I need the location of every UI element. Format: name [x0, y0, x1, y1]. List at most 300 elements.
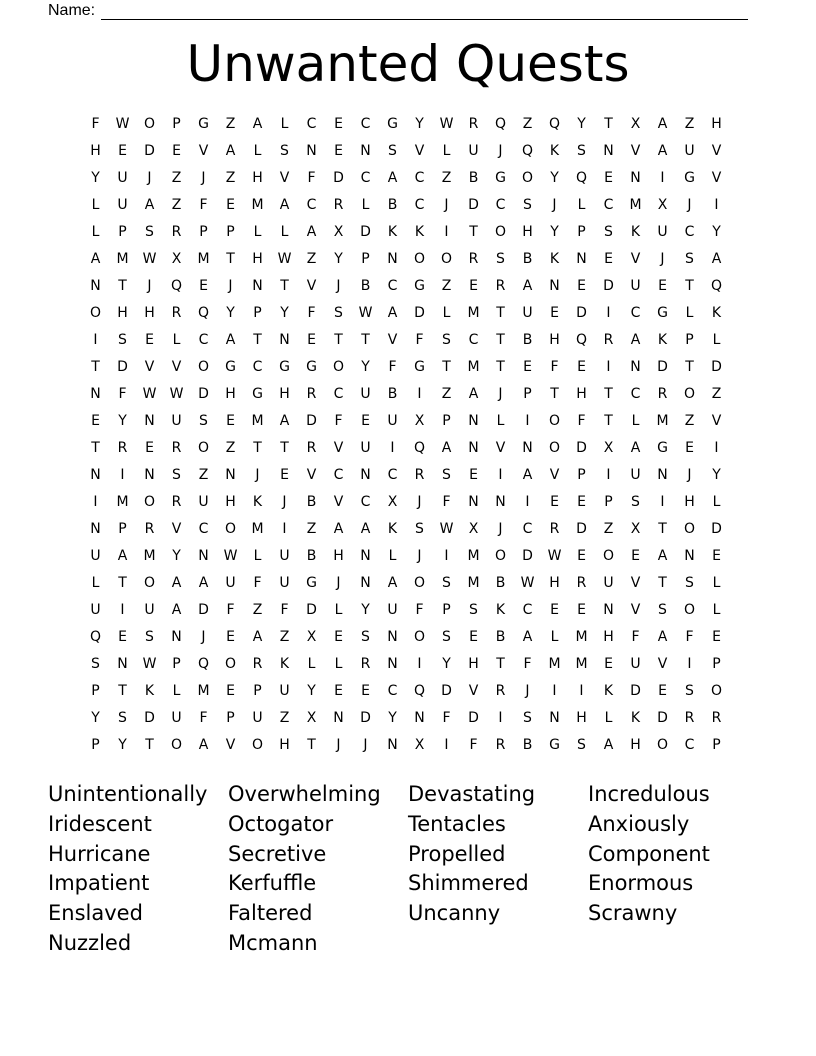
grid-letter[interactable]: R [144, 521, 155, 537]
grid-letter[interactable]: P [712, 656, 721, 672]
grid-letter[interactable]: L [280, 116, 289, 132]
grid-letter[interactable]: U [603, 575, 614, 591]
grid-letter[interactable]: O [143, 116, 156, 132]
grid-letter[interactable]: J [498, 521, 503, 537]
grid-letter[interactable]: M [467, 359, 480, 375]
grid-letter[interactable]: L [334, 656, 343, 672]
grid-letter[interactable]: E [550, 494, 559, 510]
grid-letter[interactable]: O [413, 251, 426, 267]
grid-letter[interactable]: T [118, 278, 127, 294]
grid-letter[interactable]: H [225, 494, 236, 510]
grid-letter[interactable]: R [468, 251, 479, 267]
grid-letter[interactable]: V [306, 278, 317, 294]
grid-letter[interactable]: F [631, 629, 640, 645]
grid-letter[interactable]: W [547, 548, 562, 564]
grid-letter[interactable]: F [226, 602, 235, 618]
grid-letter[interactable]: D [630, 683, 641, 699]
grid-letter[interactable]: R [495, 683, 506, 699]
grid-letter[interactable]: V [495, 440, 506, 456]
grid-letter[interactable]: N [144, 413, 155, 429]
grid-letter[interactable]: S [523, 197, 532, 213]
grid-letter[interactable]: C [306, 116, 317, 132]
grid-letter[interactable]: Z [279, 710, 290, 726]
grid-letter[interactable]: R [171, 305, 182, 321]
grid-letter[interactable]: L [361, 197, 370, 213]
grid-letter[interactable]: Z [441, 170, 452, 186]
grid-letter[interactable]: D [711, 359, 722, 375]
grid-letter[interactable]: I [498, 467, 503, 483]
grid-letter[interactable]: I [552, 683, 557, 699]
grid-letter[interactable]: V [387, 332, 398, 348]
grid-letter[interactable]: J [552, 197, 557, 213]
grid-letter[interactable]: Y [550, 224, 559, 240]
grid-letter[interactable]: O [197, 440, 210, 456]
grid-letter[interactable]: A [522, 278, 533, 294]
grid-letter[interactable]: A [522, 467, 533, 483]
grid-letter[interactable]: Z [225, 440, 236, 456]
grid-letter[interactable]: N [468, 440, 479, 456]
grid-letter[interactable]: H [684, 494, 695, 510]
grid-letter[interactable]: N [90, 278, 101, 294]
grid-letter[interactable]: W [439, 116, 454, 132]
grid-letter[interactable]: N [279, 332, 290, 348]
grid-letter[interactable]: A [90, 251, 101, 267]
grid-letter[interactable]: H [711, 116, 722, 132]
grid-letter[interactable]: Z [522, 116, 533, 132]
grid-letter[interactable]: P [577, 224, 586, 240]
grid-letter[interactable]: D [468, 197, 479, 213]
grid-letter[interactable]: J [255, 467, 260, 483]
grid-letter[interactable]: F [685, 629, 694, 645]
grid-letter[interactable]: V [630, 575, 641, 591]
grid-letter[interactable]: O [683, 386, 696, 402]
grid-letter[interactable]: J [444, 197, 449, 213]
grid-letter[interactable]: T [253, 332, 262, 348]
grid-letter[interactable]: R [711, 710, 722, 726]
grid-letter[interactable]: O [143, 575, 156, 591]
grid-letter[interactable]: O [224, 521, 237, 537]
grid-letter[interactable]: L [91, 197, 100, 213]
grid-letter[interactable]: D [522, 548, 533, 564]
grid-letter[interactable]: P [442, 602, 451, 618]
grid-letter[interactable]: N [144, 467, 155, 483]
grid-letter[interactable]: P [226, 710, 235, 726]
grid-letter[interactable]: U [225, 575, 236, 591]
grid-letter[interactable]: C [630, 386, 641, 402]
grid-letter[interactable]: E [118, 629, 127, 645]
grid-letter[interactable]: T [496, 305, 505, 321]
grid-letter[interactable]: I [714, 440, 719, 456]
grid-letter[interactable]: A [144, 197, 155, 213]
grid-letter[interactable]: O [494, 224, 507, 240]
grid-letter[interactable]: N [198, 548, 209, 564]
grid-letter[interactable]: S [685, 251, 694, 267]
grid-letter[interactable]: D [576, 305, 587, 321]
grid-letter[interactable]: B [306, 494, 317, 510]
grid-letter[interactable]: I [579, 683, 584, 699]
grid-letter[interactable]: D [198, 386, 209, 402]
grid-letter[interactable]: R [360, 656, 371, 672]
grid-letter[interactable]: U [117, 197, 128, 213]
grid-letter[interactable]: I [444, 224, 449, 240]
grid-letter[interactable]: Y [118, 737, 127, 753]
grid-letter[interactable]: I [417, 656, 422, 672]
grid-letter[interactable]: J [336, 737, 341, 753]
grid-letter[interactable]: L [388, 548, 397, 564]
grid-letter[interactable]: E [334, 143, 343, 159]
grid-letter[interactable]: M [467, 548, 480, 564]
grid-letter[interactable]: F [577, 413, 586, 429]
grid-letter[interactable]: N [468, 413, 479, 429]
grid-letter[interactable]: T [280, 440, 289, 456]
grid-letter[interactable]: P [685, 332, 694, 348]
grid-letter[interactable]: A [441, 440, 452, 456]
grid-letter[interactable]: K [279, 656, 290, 672]
grid-letter[interactable]: E [658, 278, 667, 294]
grid-letter[interactable]: M [575, 629, 588, 645]
grid-letter[interactable]: O [251, 737, 264, 753]
grid-letter[interactable]: U [657, 224, 668, 240]
grid-letter[interactable]: H [630, 737, 641, 753]
grid-letter[interactable]: F [469, 737, 478, 753]
grid-letter[interactable]: L [685, 305, 694, 321]
grid-letter[interactable]: R [306, 386, 317, 402]
grid-letter[interactable]: N [495, 494, 506, 510]
grid-letter[interactable]: E [469, 278, 478, 294]
grid-letter[interactable]: S [442, 575, 451, 591]
grid-letter[interactable]: B [360, 278, 371, 294]
grid-letter[interactable]: I [498, 710, 503, 726]
grid-letter[interactable]: T [334, 332, 343, 348]
grid-letter[interactable]: S [442, 629, 451, 645]
grid-letter[interactable]: T [685, 359, 694, 375]
grid-letter[interactable]: M [575, 656, 588, 672]
grid-letter[interactable]: H [252, 170, 263, 186]
grid-letter[interactable]: A [198, 575, 209, 591]
grid-letter[interactable]: A [225, 332, 236, 348]
grid-letter[interactable]: U [198, 494, 209, 510]
grid-letter[interactable]: A [657, 143, 668, 159]
grid-letter[interactable]: Q [413, 683, 426, 699]
grid-letter[interactable]: M [116, 251, 129, 267]
grid-letter[interactable]: E [226, 413, 235, 429]
grid-letter[interactable]: V [144, 359, 155, 375]
grid-letter[interactable]: R [495, 278, 506, 294]
grid-letter[interactable]: J [282, 494, 287, 510]
grid-letter[interactable]: T [496, 359, 505, 375]
grid-letter[interactable]: G [495, 170, 506, 186]
grid-letter[interactable]: W [277, 251, 292, 267]
grid-letter[interactable]: R [117, 440, 128, 456]
grid-letter[interactable]: E [604, 251, 613, 267]
grid-letter[interactable]: L [280, 224, 289, 240]
grid-letter[interactable]: I [120, 467, 125, 483]
grid-letter[interactable]: H [144, 305, 155, 321]
grid-letter[interactable]: Z [684, 116, 695, 132]
grid-letter[interactable]: A [198, 737, 209, 753]
grid-letter[interactable]: J [228, 278, 233, 294]
grid-letter[interactable]: W [169, 386, 184, 402]
grid-letter[interactable]: K [495, 602, 506, 618]
grid-letter[interactable]: F [415, 602, 424, 618]
grid-letter[interactable]: T [604, 386, 613, 402]
grid-letter[interactable]: H [333, 548, 344, 564]
grid-letter[interactable]: T [550, 386, 559, 402]
grid-letter[interactable]: H [279, 737, 290, 753]
grid-letter[interactable]: G [198, 116, 209, 132]
grid-letter[interactable]: Z [279, 629, 290, 645]
grid-letter[interactable]: Y [442, 656, 451, 672]
grid-letter[interactable]: N [306, 143, 317, 159]
grid-letter[interactable]: X [306, 629, 317, 645]
grid-letter[interactable]: R [576, 575, 587, 591]
grid-letter[interactable]: N [90, 467, 101, 483]
grid-letter[interactable]: T [442, 359, 451, 375]
grid-letter[interactable]: M [251, 197, 264, 213]
grid-letter[interactable]: P [361, 251, 370, 267]
grid-letter[interactable]: Y [712, 224, 721, 240]
grid-letter[interactable]: C [522, 521, 533, 537]
grid-letter[interactable]: I [444, 737, 449, 753]
grid-letter[interactable]: A [252, 116, 263, 132]
grid-letter[interactable]: P [577, 467, 586, 483]
grid-letter[interactable]: G [549, 737, 560, 753]
grid-letter[interactable]: W [358, 305, 373, 321]
grid-letter[interactable]: U [117, 170, 128, 186]
grid-letter[interactable]: U [171, 413, 182, 429]
grid-letter[interactable]: D [468, 710, 479, 726]
grid-letter[interactable]: H [252, 251, 263, 267]
grid-letter[interactable]: F [442, 494, 451, 510]
grid-letter[interactable]: N [414, 710, 425, 726]
grid-letter[interactable]: I [525, 413, 530, 429]
grid-letter[interactable]: O [440, 251, 453, 267]
grid-letter[interactable]: E [469, 629, 478, 645]
grid-letter[interactable]: P [442, 413, 451, 429]
grid-letter[interactable]: B [522, 332, 533, 348]
grid-letter[interactable]: Q [413, 440, 426, 456]
grid-letter[interactable]: A [333, 521, 344, 537]
grid-letter[interactable]: Z [441, 278, 452, 294]
grid-letter[interactable]: Z [198, 467, 209, 483]
grid-letter[interactable]: P [118, 521, 127, 537]
grid-letter[interactable]: Q [197, 305, 210, 321]
grid-letter[interactable]: A [306, 224, 317, 240]
grid-letter[interactable]: Y [91, 170, 100, 186]
grid-letter[interactable]: X [630, 116, 641, 132]
grid-letter[interactable]: I [660, 494, 665, 510]
grid-letter[interactable]: A [657, 629, 668, 645]
grid-letter[interactable]: G [657, 440, 668, 456]
grid-letter[interactable]: L [442, 305, 451, 321]
grid-letter[interactable]: O [170, 737, 183, 753]
grid-letter[interactable]: A [522, 629, 533, 645]
grid-letter[interactable]: J [498, 143, 503, 159]
grid-letter[interactable]: I [444, 548, 449, 564]
grid-letter[interactable]: M [197, 683, 210, 699]
grid-letter[interactable]: J [687, 197, 692, 213]
grid-letter[interactable]: F [442, 710, 451, 726]
grid-letter[interactable]: Y [361, 602, 370, 618]
grid-letter[interactable]: T [658, 575, 667, 591]
grid-letter[interactable]: S [388, 143, 397, 159]
grid-letter[interactable]: Y [712, 467, 721, 483]
grid-letter[interactable]: H [576, 386, 587, 402]
grid-letter[interactable]: D [117, 359, 128, 375]
grid-letter[interactable]: W [520, 575, 535, 591]
grid-letter[interactable]: I [714, 197, 719, 213]
grid-letter[interactable]: R [549, 521, 560, 537]
grid-letter[interactable]: C [360, 170, 371, 186]
grid-letter[interactable]: A [225, 143, 236, 159]
grid-letter[interactable]: Z [441, 386, 452, 402]
grid-letter[interactable]: D [333, 170, 344, 186]
grid-letter[interactable]: K [603, 683, 614, 699]
grid-letter[interactable]: X [657, 197, 668, 213]
grid-letter[interactable]: L [712, 494, 721, 510]
grid-letter[interactable]: M [116, 494, 129, 510]
grid-letter[interactable]: R [684, 710, 695, 726]
grid-letter[interactable]: U [387, 602, 398, 618]
grid-letter[interactable]: H [117, 305, 128, 321]
grid-letter[interactable]: N [387, 737, 398, 753]
grid-letter[interactable]: Y [334, 251, 343, 267]
grid-letter[interactable]: M [656, 413, 669, 429]
grid-letter[interactable]: E [577, 602, 586, 618]
grid-letter[interactable]: V [549, 467, 560, 483]
grid-letter[interactable]: I [417, 386, 422, 402]
grid-letter[interactable]: I [282, 521, 287, 537]
grid-letter[interactable]: N [603, 602, 614, 618]
grid-letter[interactable]: C [360, 116, 371, 132]
grid-letter[interactable]: E [577, 359, 586, 375]
grid-letter[interactable]: L [631, 413, 640, 429]
grid-letter[interactable]: E [550, 305, 559, 321]
grid-letter[interactable]: A [603, 737, 614, 753]
grid-letter[interactable]: B [522, 251, 533, 267]
grid-letter[interactable]: F [91, 116, 100, 132]
grid-letter[interactable]: A [360, 521, 371, 537]
grid-letter[interactable]: O [710, 683, 723, 699]
grid-letter[interactable]: T [91, 440, 100, 456]
grid-letter[interactable]: Q [494, 116, 507, 132]
grid-letter[interactable]: Y [280, 305, 289, 321]
grid-letter[interactable]: A [657, 548, 668, 564]
grid-letter[interactable]: W [115, 116, 130, 132]
grid-letter[interactable]: Q [197, 656, 210, 672]
grid-letter[interactable]: L [712, 575, 721, 591]
grid-letter[interactable]: Y [388, 710, 397, 726]
grid-letter[interactable]: N [171, 629, 182, 645]
grid-letter[interactable]: L [712, 602, 721, 618]
grid-letter[interactable]: R [468, 116, 479, 132]
grid-letter[interactable]: P [253, 683, 262, 699]
grid-letter[interactable]: X [387, 494, 398, 510]
grid-letter[interactable]: N [549, 278, 560, 294]
grid-letter[interactable]: O [548, 413, 561, 429]
grid-letter[interactable]: T [307, 737, 316, 753]
grid-letter[interactable]: F [307, 170, 316, 186]
grid-letter[interactable]: U [630, 278, 641, 294]
grid-letter[interactable]: V [630, 251, 641, 267]
grid-letter[interactable]: E [307, 332, 316, 348]
grid-letter[interactable]: L [91, 575, 100, 591]
grid-letter[interactable]: N [576, 251, 587, 267]
grid-letter[interactable]: N [360, 575, 371, 591]
grid-letter[interactable]: X [414, 413, 425, 429]
grid-letter[interactable]: S [172, 467, 181, 483]
grid-letter[interactable]: U [90, 602, 101, 618]
grid-letter[interactable]: X [306, 710, 317, 726]
grid-letter[interactable]: U [171, 710, 182, 726]
grid-letter[interactable]: V [279, 170, 290, 186]
grid-letter[interactable]: M [251, 521, 264, 537]
grid-letter[interactable]: D [414, 305, 425, 321]
grid-letter[interactable]: M [197, 251, 210, 267]
grid-letter[interactable]: O [683, 602, 696, 618]
grid-letter[interactable]: A [117, 548, 128, 564]
grid-letter[interactable]: I [525, 494, 530, 510]
grid-letter[interactable]: U [387, 413, 398, 429]
grid-letter[interactable]: A [171, 602, 182, 618]
grid-letter[interactable]: T [496, 656, 505, 672]
grid-letter[interactable]: T [361, 332, 370, 348]
grid-letter[interactable]: C [603, 197, 614, 213]
grid-letter[interactable]: L [334, 602, 343, 618]
grid-letter[interactable]: E [226, 629, 235, 645]
grid-letter[interactable]: E [334, 683, 343, 699]
grid-letter[interactable]: E [577, 278, 586, 294]
grid-letter[interactable]: E [577, 494, 586, 510]
grid-letter[interactable]: A [171, 575, 182, 591]
grid-letter[interactable]: S [118, 332, 127, 348]
grid-letter[interactable]: R [171, 440, 182, 456]
grid-letter[interactable]: N [522, 440, 533, 456]
grid-letter[interactable]: K [414, 224, 425, 240]
grid-letter[interactable]: T [145, 737, 154, 753]
grid-letter[interactable]: T [658, 521, 667, 537]
grid-letter[interactable]: W [439, 521, 454, 537]
grid-letter[interactable]: D [144, 710, 155, 726]
grid-letter[interactable]: E [550, 602, 559, 618]
grid-letter[interactable]: N [225, 467, 236, 483]
grid-letter[interactable]: C [198, 521, 209, 537]
grid-letter[interactable]: S [415, 521, 424, 537]
grid-letter[interactable]: F [334, 413, 343, 429]
grid-letter[interactable]: O [602, 548, 615, 564]
grid-letter[interactable]: J [336, 575, 341, 591]
grid-letter[interactable]: G [684, 170, 695, 186]
grid-letter[interactable]: S [604, 224, 613, 240]
grid-letter[interactable]: E [577, 548, 586, 564]
grid-letter[interactable]: O [332, 359, 345, 375]
grid-letter[interactable]: J [201, 170, 206, 186]
grid-letter[interactable]: L [604, 710, 613, 726]
grid-letter[interactable]: R [171, 224, 182, 240]
grid-letter[interactable]: T [604, 116, 613, 132]
grid-letter[interactable]: B [468, 170, 479, 186]
grid-letter[interactable]: J [498, 386, 503, 402]
grid-letter[interactable]: O [683, 521, 696, 537]
grid-letter[interactable]: N [387, 629, 398, 645]
grid-letter[interactable]: M [629, 197, 642, 213]
grid-letter[interactable]: X [414, 737, 425, 753]
grid-letter[interactable]: C [684, 224, 695, 240]
grid-letter[interactable]: N [117, 656, 128, 672]
grid-letter[interactable]: U [630, 467, 641, 483]
grid-letter[interactable]: P [199, 224, 208, 240]
grid-letter[interactable]: A [387, 575, 398, 591]
